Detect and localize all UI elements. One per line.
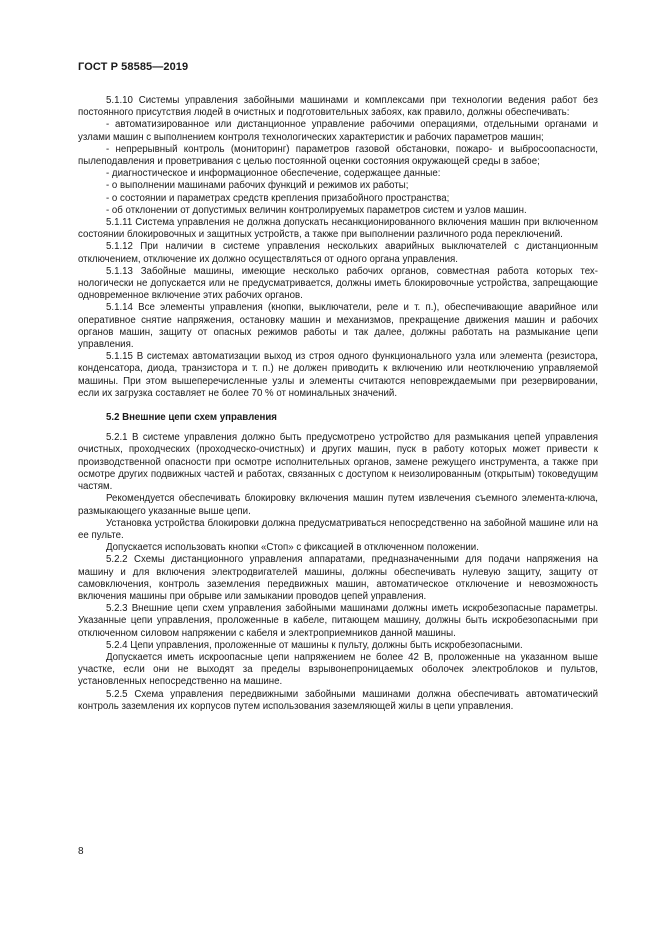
paragraph: Установка устройства блокировки должна предусматриваться непосредственно на забойной машине или на ее пульте. bbox=[78, 517, 598, 541]
paragraph-5-1-15: 5.1.15 В системах автоматизации выход из строя одного функционального узла или элемента (резистора, конденсатора, диода, транзистора и т. п.) не должен приводить к включению или неотключению управляемой машины. При этом вышеперечисленные узлы и элементы считаются неповреждаемыми при резервировании, если их загрузка составляет не более 70 % от номинальных значений. bbox=[78, 351, 598, 399]
list-item: - о выполнении машинами рабочих функций и режимов их работы; bbox=[106, 180, 409, 192]
document-body bbox=[78, 95, 598, 713]
paragraph-5-1-12: 5.1.12 При наличии в системе управления нескольких аварийных выключателей с дистанционным отключением, отключение их должно осуществляться от одного органа управления. bbox=[78, 241, 598, 265]
paragraph-5-1-10: 5.1.10 Системы управления забойными машинами и комплексами при технологии ведения работ без постоянного присутствия людей в очистных и подготовительных забоях, как правило, должны обеспечивать: bbox=[78, 95, 598, 119]
paragraph-5-1-14: 5.1.14 Все элементы управления (кнопки, выключатели, реле и т. п.), обеспечивающие аварийное или оперативное снятие напряжения, остановку машин и механизмов, прекращение движения машин и рабочих органов машин, защиту от опасных режимов работы и так далее, должны работать на размыкание цепи управления. bbox=[78, 302, 598, 351]
paragraph-5-2-4: 5.2.4 Цепи управления, проложенные от машины к пульту, должны быть искробезопасными. bbox=[106, 639, 523, 651]
page-number: 8 bbox=[78, 846, 84, 857]
list-item: - об отклонении от допустимых величин контролируемых параметров систем и узлов машин. bbox=[106, 204, 527, 216]
paragraph: Допускается иметь искроопасные цепи напряжением не более 42 В, проложенные на указанном выше участке, если они не выходят за пределы взрывонепроницаемых оболочек электроблоков и пультов, установленных непосредственно на машине. bbox=[78, 651, 598, 688]
document-header: ГОСТ Р 58585—2019 bbox=[78, 61, 189, 73]
paragraph-5-1-13: 5.1.13 Забойные машины, имеющие несколько рабочих органов, совместная работа которых технологически не допускается или не предусматривается, должны иметь блокировочные устройства, запрещающие одновременное включение этих рабочих органов. bbox=[78, 265, 598, 302]
paragraph-5-2-5: 5.2.5 Схема управления передвижными забойными машинами должна обеспечивать автоматический контроль заземления их корпусов путем использования заземляющей жилы в цепи управления. bbox=[78, 688, 598, 712]
paragraph-5-2-3: 5.2.3 Внешние цепи схем управления забойными машинами должны иметь искробезопасные параметры. Указанные цепи управления, проложенные в кабеле, питающем машину, должны быть искробезопасными при отключенном силовом напряжении с кабеля и электроприемников данной машины. bbox=[78, 603, 598, 639]
paragraph-5-1-11: 5.1.11 Система управления не должна допускать несанкционированного включения машин при включенном состоянии блокировочных и защитных устройств, а также при выполнении различного рода переключений. bbox=[78, 217, 598, 241]
list-item: - диагностическое и информационное обеспечение, содержащее данные: bbox=[106, 168, 441, 180]
paragraph: Рекомендуется обеспечивать блокировку включения машин путем извлечения съемного элемента-ключа, размыкающего указанные выше цепи. bbox=[78, 493, 598, 517]
list-item: - автоматизированное или дистанционное управление рабочими операциями, отдельными органами и узлами машин с выполнением контроля технологических характеристик и рабочих параметров машин; bbox=[78, 119, 598, 143]
paragraph: Допускается использовать кнопки «Стоп» с фиксацией в отключенном положении. bbox=[106, 542, 479, 554]
list-item: - о состоянии и параметрах средств крепления призабойного пространства; bbox=[106, 192, 450, 204]
paragraph-5-2-1: 5.2.1 В системе управления должно быть предусмотрено устройство для размыкания цепей управления очистных, проходческих (проходческо-очистных) и других машин, пуск в работу которых может привести к производственной опасности при осмотре исполнительных органов, замене режущего инструмента, а также при осмотре других подвижных частей и работах, связанных с доступом к неизолированным (открытым) токоведущим частям. bbox=[78, 432, 598, 493]
paragraph-5-2-2: 5.2.2 Схемы дистанционного управления аппаратами, предназначенными для подачи напряжения на машину и для включения электродвигателей машины, должны обеспечивать нулевую защиту, защиту от самовключения, контроль заземления передвижных машин, автоматическое отключение и невозможность включения машины при обрыве или замыкании проводов цепей управления. bbox=[78, 554, 598, 602]
section-heading-5-2: 5.2 Внешние цепи схем управления bbox=[106, 412, 277, 424]
list-item: - непрерывный контроль (мониторинг) параметров газовой обстановки, пожаро- и выбросоопасности, пылеподавления и проветривания с целью постоянной оценки состояния окружающей среды в забое; bbox=[78, 143, 598, 168]
